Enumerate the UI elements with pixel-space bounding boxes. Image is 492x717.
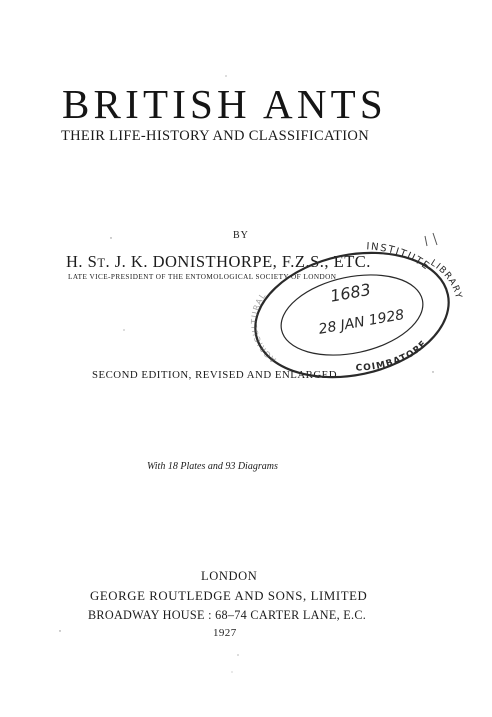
library-stamp xyxy=(248,240,464,390)
author-affiliation: LATE VICE-PRESIDENT OF THE ENTOMOLOGICAL SOCIETY OF LONDON xyxy=(68,273,337,281)
stamp-date: 28 JAN 1928 xyxy=(317,306,406,338)
plates-note: With 18 Plates and 93 Diagrams xyxy=(147,461,278,472)
publisher-address: BROADWAY HOUSE : 68–74 CARTER LANE, E.C. xyxy=(88,608,367,622)
publication-year: 1927 xyxy=(213,627,237,639)
author-initials-smallcap: T xyxy=(97,256,106,270)
stamp-right-text: LIBRARY xyxy=(428,258,464,301)
publisher-city: LONDON xyxy=(201,569,258,583)
by-line: BY xyxy=(233,230,249,241)
stamp-left-text: AGRICULTURAL xyxy=(249,290,278,365)
book-subtitle: THEIR LIFE-HISTORY AND CLASSIFICATION xyxy=(61,128,369,144)
stamp-bottom-text: COIMBATORE xyxy=(355,338,430,374)
publisher-name: GEORGE ROUTLEDGE AND SONS, LIMITED xyxy=(90,589,368,603)
stamp-top-text: INSTITUTE xyxy=(366,241,432,273)
book-title: BRITISH ANTS xyxy=(62,81,387,127)
author-name-rest: . J. K. DONISTHORPE, F.Z.S., ETC. xyxy=(105,252,371,271)
author-initials: H. S xyxy=(66,252,98,271)
edition-statement: SECOND EDITION, REVISED AND ENLARGED xyxy=(92,369,338,381)
stamp-accession-number: 1683 xyxy=(328,279,373,306)
